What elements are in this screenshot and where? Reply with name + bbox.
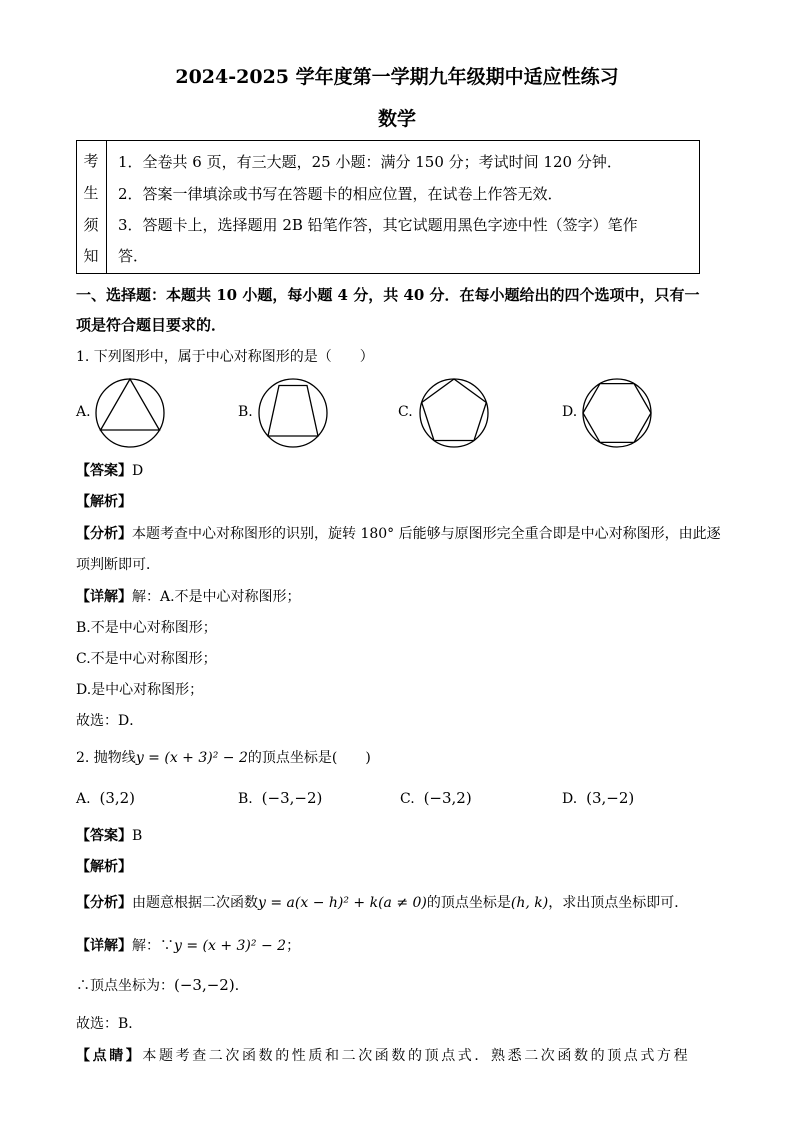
q1-detail-c: C.不是中心对称图形； <box>76 651 217 667</box>
q1-fenxi <box>76 523 721 543</box>
q2-option-b <box>238 789 322 807</box>
stem-prefix: 2. 抛物线 <box>76 750 136 766</box>
option-value: (−3,−2) <box>261 789 323 807</box>
fenxi-vertex: (h, k) <box>510 895 549 911</box>
answer-tag: 【答案】 <box>76 463 132 479</box>
detail-formula: y = (x + 3)² − 2 <box>174 938 287 954</box>
circle-trapezoid-figure <box>257 377 329 449</box>
vertex-value: (−3,−2) <box>174 976 235 994</box>
q1-detail-b: B.不是中心对称图形； <box>76 620 217 636</box>
q1-answer <box>76 460 143 480</box>
notice-label-char: 生 <box>83 184 99 202</box>
q2-stem <box>76 747 371 767</box>
q2-conclusion: 故选：B． <box>76 1016 143 1032</box>
q1-fenxi-cont: 项判断即可． <box>76 557 160 573</box>
exam-title: 2024-2025 学年度第一学期九年级期中适应性练习 <box>175 66 619 88</box>
q1-conclusion: 故选：D． <box>76 713 144 729</box>
detail-text: 解：A.不是中心对称图形； <box>132 589 301 605</box>
fenxi-formula: y = a(x − h)² + k(a ≠ 0) <box>258 895 427 911</box>
fenxi-mid: 的顶点坐标是 <box>426 895 511 911</box>
option-label: D. <box>562 791 578 807</box>
q1-option-d-label: D. <box>562 404 578 420</box>
q2-vertex <box>76 975 249 995</box>
notice-line: 1．全卷共 6 页，有三大题，25 小题：满分 150 分；考试时间 120 分钟． <box>118 153 622 171</box>
answer-tag: 【答案】 <box>76 828 132 844</box>
fenxi-tag: 【分析】 <box>76 895 132 911</box>
option-value: (−3,2) <box>423 789 472 807</box>
dianjing-text: 本题考查二次函数的性质和二次函数的顶点式．熟悉二次函数的顶点式方程 <box>142 1048 691 1064</box>
notice-line: 答． <box>118 247 149 265</box>
q1-option-b-label: B. <box>238 404 253 420</box>
q2-detail <box>76 935 300 955</box>
dianjing-tag: 【点睛】 <box>76 1048 143 1064</box>
q1-stem: 1. 下列图形中，属于中心对称图形的是（ ） <box>76 349 374 365</box>
answer-value: D <box>132 463 144 479</box>
option-value: (3,−2) <box>586 789 635 807</box>
circle-triangle-figure <box>94 377 166 449</box>
option-label: A. <box>76 791 91 807</box>
q2-answer <box>76 825 142 845</box>
q1-option-a-label: A. <box>76 404 91 420</box>
stem-suffix: 的顶点坐标是( ) <box>247 750 371 766</box>
option-label: C. <box>400 791 415 807</box>
fenxi-prefix: 由题意根据二次函数 <box>132 895 258 911</box>
stem-formula: y = (x + 3)² − 2 <box>135 750 248 766</box>
q2-analysis-tag: 【解析】 <box>76 859 132 875</box>
vertex-suffix: ． <box>234 978 249 994</box>
section-heading: 一、选择题：本题共 10 小题，每小题 4 分，共 40 分．在每小题给出的四个选项中，只有一 <box>76 286 700 304</box>
q2-dianjing <box>76 1045 690 1065</box>
notice-label-char: 考 <box>83 152 99 170</box>
xiangjie-tag: 【详解】 <box>76 589 132 605</box>
q2-option-d <box>562 789 634 807</box>
answer-value: B <box>132 828 143 844</box>
option-value: (3,2) <box>99 789 136 807</box>
q2-option-a <box>76 789 135 807</box>
circle-hexagon-figure <box>581 377 653 449</box>
fenxi-tag: 【分析】 <box>76 526 132 542</box>
q2-fenxi <box>76 892 688 912</box>
notice-divider <box>106 140 107 274</box>
q1-detail-a <box>76 586 301 606</box>
notice-line: 3．答题卡上，选择题用 2B 铅笔作答，其它试题用黑色字迹中性（签字）笔作 <box>118 216 638 234</box>
xiangjie-tag: 【详解】 <box>76 938 132 954</box>
q1-option-c-label: C. <box>398 404 413 420</box>
subject-title: 数学 <box>377 108 416 130</box>
q1-detail-d: D.是中心对称图形； <box>76 682 204 698</box>
option-label: B. <box>238 791 253 807</box>
detail-prefix: 解：∵ <box>132 938 174 954</box>
fenxi-text: 本题考查中心对称图形的识别，旋转 180° 后能够与原图形完全重合即是中心对称图形，由此逐 <box>132 526 721 542</box>
vertex-prefix: ∴顶点坐标为： <box>76 978 174 994</box>
notice-label-char: 知 <box>83 247 99 265</box>
q1-analysis-tag: 【解析】 <box>76 494 132 510</box>
notice-label-char: 须 <box>83 216 99 234</box>
notice-line: 2．答案一律填涂或书写在答题卡的相应位置，在试卷上作答无效． <box>118 185 563 203</box>
fenxi-suffix: ，求出顶点坐标即可． <box>548 895 689 911</box>
circle-pentagon-figure <box>418 377 490 449</box>
q2-option-c <box>400 789 472 807</box>
detail-suffix: ； <box>286 938 301 954</box>
section-heading-cont: 项是符合题目要求的． <box>76 316 227 334</box>
